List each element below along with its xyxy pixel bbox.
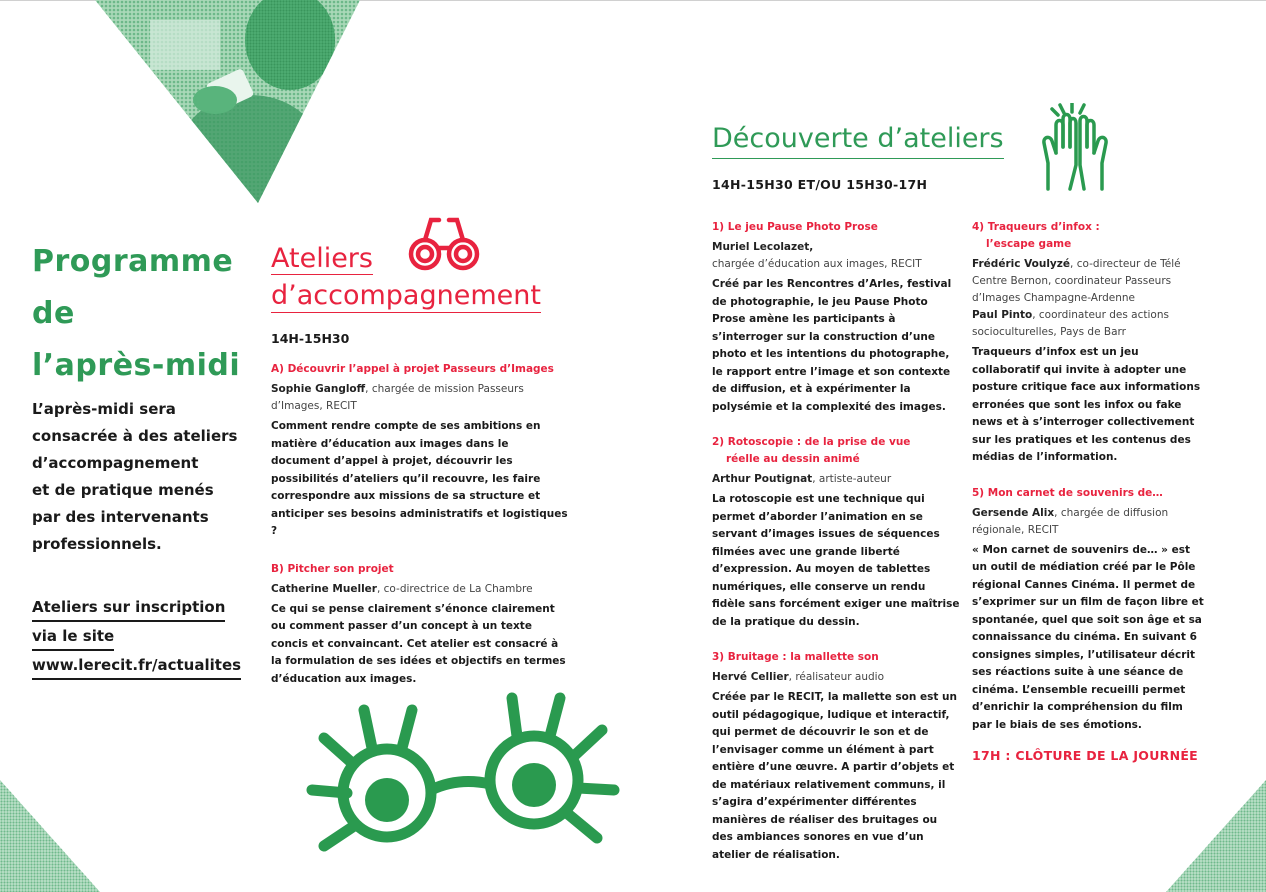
workshop-heading [972,485,1204,502]
heading-line: réelle au dessin animé [726,453,860,465]
speaker-name: Hervé Cellier [712,671,789,683]
speaker-name: Gersende Alix [972,506,1055,519]
workshop-heading [712,434,960,468]
intro-line: par des intervenants [32,508,209,526]
intro-line: d’accompagnement [32,454,199,472]
closing-note: 17H : CLÔTURE DE LA JOURNÉE [972,748,1199,763]
workshop-description: La rotoscopie est une technique qui permet d’aborder l’animation en se servant d’images issues de séquences filmées avec une grande liberté d’expression. Au moyen de tablettes numériques, elle conserve un rendu fidèle sans forcément exiger une maîtrise de la pratique du dessin. [712,493,960,628]
speaker-line [712,239,960,273]
workshop-item [712,219,960,416]
signup-link[interactable] [32,593,247,680]
high-five-icon [1040,103,1110,195]
speaker-role: , coordinateur des actions socioculturelles, Pays de Barr [972,309,1169,338]
signup-url[interactable]: www.lerecit.fr/actualites [32,653,241,680]
intro-text [32,396,242,558]
heading-line: 5) Mon carnet de souvenirs de… [972,486,1163,499]
speaker-role: , co-directrice de La Chambre [376,582,533,595]
speaker-role: , chargée de diffusion régionale, RECIT [972,506,1169,536]
heading-line: Ateliers [271,243,373,274]
speaker-line [712,471,960,488]
workshop-description: « Mon carnet de souvenirs de… » est un outil de médiation créé par le Pôle régional Cannes Cinéma. Il permet de s’exprimer sur un film de façon libre et spontanée, quel que soit son âge et sa connaissance du cinéma. En suivant 6 consignes simples, l’utilisateur décrit ses réactions suite à une séance de cinéma. L’ensemble recueilli permet d’enrichir la compréhension du film par le biais de ses émotions. [972,543,1204,731]
heading-line: 4) Traqueurs d’infox : [972,221,1100,233]
page-title [32,236,252,392]
decouverte-heading: Découverte d’ateliers [712,122,1004,159]
speaker-name: Arthur Poutignat [712,473,813,485]
workshop-description: Créé par les Rencontres d’Arles, festival de photographie, le jeu Pause Photo Prose amène les participants à s’interroger sur la construction d’une photo et les intentions du photographe, le rapport entre l’image et son contexte de diffusion, et à expérimenter la polysémie et la complexité des images. [712,278,952,413]
workshop-description: Ce qui se pense clairement s’énonce clairement ou comment passer d’un concept à un texte concis et convaincant. Cet atelier est consacré à la formulation de ses idées et objectifs en termes d’éducation aux images. [271,602,566,685]
halftone-photo-decoration [0,0,400,210]
workshop-heading [712,649,960,666]
workshop-description: Comment rendre compte de ses ambitions en matière d’éducation aux images dans le document d’appel à projet, découvrir les possibilités d’ateliers qu’il recouvre, les faire correspondre aux missions de sa structure et anticiper ses besoins administratifs et logistiques ? [271,420,568,537]
time-slot-b: 14H-15H30 ET/OU 15H30-17H [712,177,928,192]
corner-decoration-right [1156,780,1266,892]
workshop-heading [972,219,1204,253]
workshop-item [972,219,1204,467]
decouverte-list-1 [712,219,960,878]
time-slot-a: 14H-15H30 [271,331,350,346]
workshop-item [972,485,1204,735]
intro-line: professionnels. [32,535,162,553]
title-line: de [32,296,75,331]
speaker-line [271,381,571,415]
speaker-line [972,505,1204,539]
decouverte-list-2 [972,219,1204,763]
workshop-description: Traqueurs d’infox est un jeu collaboratif qui invite à adopter une posture critique face aux informations erronées que sont les infox ou fake news et à s’interroger collectivement sur les pratiques et les contenus des médias de l’information. [972,346,1201,463]
speaker-name: Frédéric Voulyzé [972,258,1071,270]
speaker-role: , co-directeur de Télé Centre Bernon, coordinateur Passeurs d’Images Champagne-Ardenne [972,258,1181,304]
speaker-role: chargée d’éducation aux images, RECIT [712,258,922,270]
workshop-item [712,649,960,864]
workshop-description: Créée par le RECIT, la mallette son est un outil pédagogique, ludique et interactif, qui permet de découvrir le son et de l’envisager comme un élément à part entière d’une œuvre. A partir d’objets et de matériaux relativement communs, il s’agira d’expérimenter différentes manières de réaliser des bruitages ou des ambiances sonores en vue d’un atelier de réalisation. [712,691,957,861]
speaker-name: Catherine Mueller [271,582,377,595]
intro-line: et de pratique menés [32,481,214,499]
speaker-name: Sophie Gangloff [271,383,366,395]
speaker-role: , chargée de mission Passeurs d’Images, RECIT [271,383,524,412]
title-line: l’après-midi [32,348,241,383]
speaker-line [712,669,960,686]
corner-decoration-left [0,770,110,892]
workshop-heading: B) Pitcher son projet [271,562,394,575]
heading-line: 1) Le jeu Pause Photo Prose [712,221,878,233]
speaker-role: , réalisateur audio [788,671,885,683]
accompagnement-heading [271,240,541,314]
workshop-item [712,434,960,631]
eyes-illustration [302,688,632,858]
binoculars-icon [407,212,481,274]
signup-line[interactable]: Ateliers sur inscription [32,595,225,622]
workshop-item [271,361,571,541]
workshop-item [271,561,571,689]
title-line: Programme [32,244,234,279]
signup-line[interactable]: via le site [32,624,114,651]
speaker-line [972,256,1204,307]
intro-line: L’après-midi sera [32,400,176,418]
workshop-heading: A) Découvrir l’appel à projet Passeurs d’Images [271,363,554,375]
heading-line: l’escape game [986,238,1072,250]
heading-line: d’accompagnement [271,280,541,311]
speaker-line [972,307,1204,341]
workshop-heading [712,219,960,236]
speaker-line [271,581,571,598]
speaker-name: Muriel Lecolazet, [712,241,814,253]
intro-line: consacrée à des ateliers [32,427,238,445]
heading-line: 3) Bruitage : la mallette son [712,651,879,663]
speaker-name: Paul Pinto [972,309,1033,321]
heading-line: 2) Rotoscopie : de la prise de vue [712,436,911,448]
accompagnement-list [271,361,571,702]
speaker-role: , artiste-auteur [812,473,892,485]
